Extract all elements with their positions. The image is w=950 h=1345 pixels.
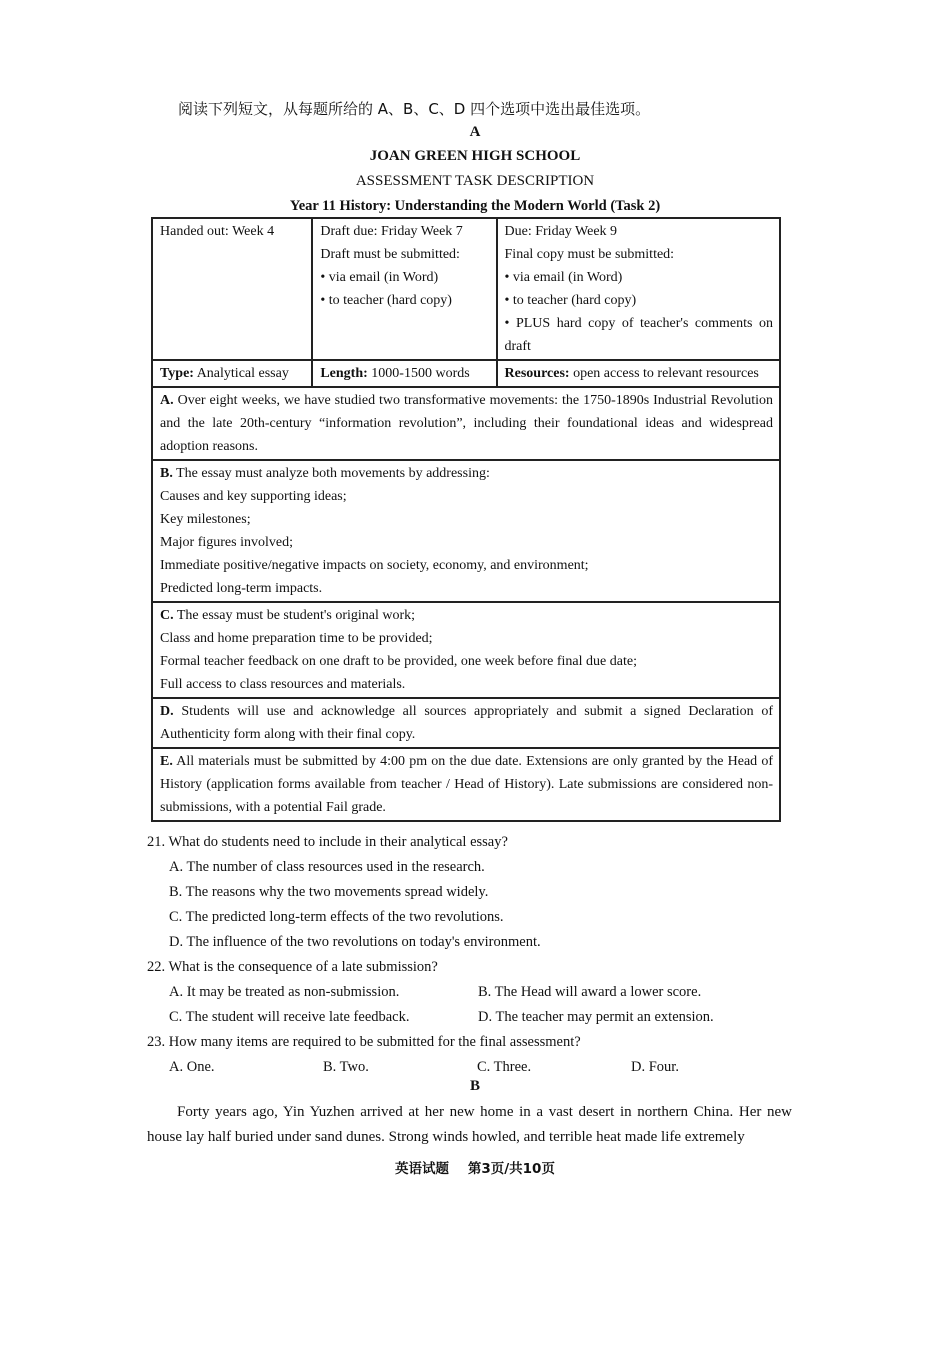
question-23-option[interactable]: C. Three. xyxy=(477,1059,532,1075)
section-e-cell xyxy=(152,748,780,821)
table-row xyxy=(152,460,780,602)
resources-cell xyxy=(497,360,780,387)
question-22-option[interactable]: D. The teacher may permit an extension. xyxy=(478,1009,714,1025)
section-a-cell xyxy=(152,387,780,460)
type-cell xyxy=(152,360,312,387)
handed-out: Handed out: Week 4 xyxy=(160,224,275,239)
question-21-stem: 21. What do students need to include in their analytical essay? xyxy=(147,834,508,850)
page-footer: 英语试题 第3页/共10页 xyxy=(395,1161,555,1177)
e-label: E. xyxy=(160,754,173,769)
table-row xyxy=(152,218,780,360)
b-label: B. xyxy=(160,466,173,481)
d-text: Students will use and acknowledge all sources appropriately and submit a signed Declaration of Authenticity form along with their final copy. xyxy=(160,704,773,742)
resources-value: open access to relevant resources xyxy=(569,366,759,381)
question-23-option[interactable]: D. Four. xyxy=(631,1059,679,1075)
due-line: Due: Friday Week 9 xyxy=(504,224,618,239)
due-line: • via email (in Word) xyxy=(504,270,623,285)
passage-b: Forty years ago, Yin Yuzhen arrived at her new home in a vast desert in northern China. Her new house lay half buried under sand dunes. Strong winds howled, and terrible heat made life extremely xyxy=(147,1104,792,1145)
list-item: Full access to class resources and materials. xyxy=(160,677,406,692)
e-text: All materials must be submitted by 4:00 pm on the due date. Extensions are only granted by the Head of History (application forms available from teacher / Head of History). Late submissions are considered non-submissions, with a potential Fail grade. xyxy=(160,754,773,815)
c-label: C. xyxy=(160,608,174,623)
list-item: Predicted long-term impacts. xyxy=(160,581,323,596)
length-label: Length: xyxy=(320,366,368,381)
list-item: Causes and key supporting ideas; xyxy=(160,489,347,504)
list-item: Immediate positive/negative impacts on society, economy, and environment; xyxy=(160,558,589,573)
question-22-stem: 22. What is the consequence of a late submission? xyxy=(147,959,438,975)
section-c-cell xyxy=(152,602,780,698)
question-21-option[interactable]: D. The influence of the two revolutions on today's environment. xyxy=(169,934,541,950)
list-item: Formal teacher feedback on one draft to be provided, one week before final due date; xyxy=(160,654,637,669)
d-label: D. xyxy=(160,704,174,719)
due-line: Final copy must be submitted: xyxy=(504,247,675,262)
question-22-option[interactable]: B. The Head will award a lower score. xyxy=(478,984,702,1000)
draft-cell xyxy=(312,218,496,360)
b-intro: The essay must analyze both movements by addressing: xyxy=(172,466,490,481)
type-label: Type: xyxy=(160,366,194,381)
question-21-option[interactable]: A. The number of class resources used in the research. xyxy=(169,859,485,875)
section-a-heading: A xyxy=(469,124,481,140)
section-d-cell xyxy=(152,698,780,748)
draft-line: • via email (in Word) xyxy=(320,270,439,285)
table-row xyxy=(152,360,780,387)
question-21-option[interactable]: B. The reasons why the two movements spread widely. xyxy=(169,884,489,900)
task-title: Year 11 History: Understanding the Modern World (Task 2) xyxy=(289,198,661,214)
draft-line: • to teacher (hard copy) xyxy=(320,293,452,308)
document-type: ASSESSMENT TASK DESCRIPTION xyxy=(355,173,595,189)
question-21-option[interactable]: C. The predicted long-term effects of the two revolutions. xyxy=(169,909,504,925)
list-item: Key milestones; xyxy=(160,512,251,527)
question-22-option[interactable]: A. It may be treated as non-submission. xyxy=(169,984,400,1000)
question-23-stem: 23. How many items are required to be submitted for the final assessment? xyxy=(147,1034,581,1050)
list-item: Major figures involved; xyxy=(160,535,293,550)
draft-line: Draft due: Friday Week 7 xyxy=(320,224,463,239)
section-b-heading: B xyxy=(469,1078,480,1094)
handed-out-cell xyxy=(152,218,312,360)
question-22-option[interactable]: C. The student will receive late feedback. xyxy=(169,1009,410,1025)
section-b-cell xyxy=(152,460,780,602)
question-23-option[interactable]: A. One. xyxy=(169,1059,215,1075)
questions xyxy=(147,830,787,1080)
length-value: 1000-1500 words xyxy=(367,366,470,381)
due-cell xyxy=(497,218,780,360)
c-intro: The essay must be student's original work; xyxy=(173,608,416,623)
length-cell xyxy=(312,360,496,387)
table-row xyxy=(152,602,780,698)
a-label: A. xyxy=(160,393,174,408)
list-item: Class and home preparation time to be provided; xyxy=(160,631,433,646)
table-row xyxy=(152,698,780,748)
a-text: Over eight weeks, we have studied two transformative movements: the 1750-1890s Industrial Revolution and the late 20th-century “information revolution”, including their foundational ideas and widespread adoption reasons. xyxy=(160,393,773,454)
resources-label: Resources: xyxy=(504,366,570,381)
draft-line: Draft must be submitted: xyxy=(320,247,460,262)
table-row xyxy=(152,387,780,460)
type-value: Analytical essay xyxy=(193,366,289,381)
assessment-table xyxy=(151,217,781,822)
table-row xyxy=(152,748,780,821)
question-23-option[interactable]: B. Two. xyxy=(323,1059,369,1075)
school-name: JOAN GREEN HIGH SCHOOL xyxy=(369,148,581,164)
instruction: 阅读下列短文，从每题所给的 A、B、C、D 四个选项中选出最佳选项。 xyxy=(178,100,651,118)
due-line: • PLUS hard copy of teacher's comments on draft xyxy=(504,316,773,354)
due-line: • to teacher (hard copy) xyxy=(504,293,637,308)
